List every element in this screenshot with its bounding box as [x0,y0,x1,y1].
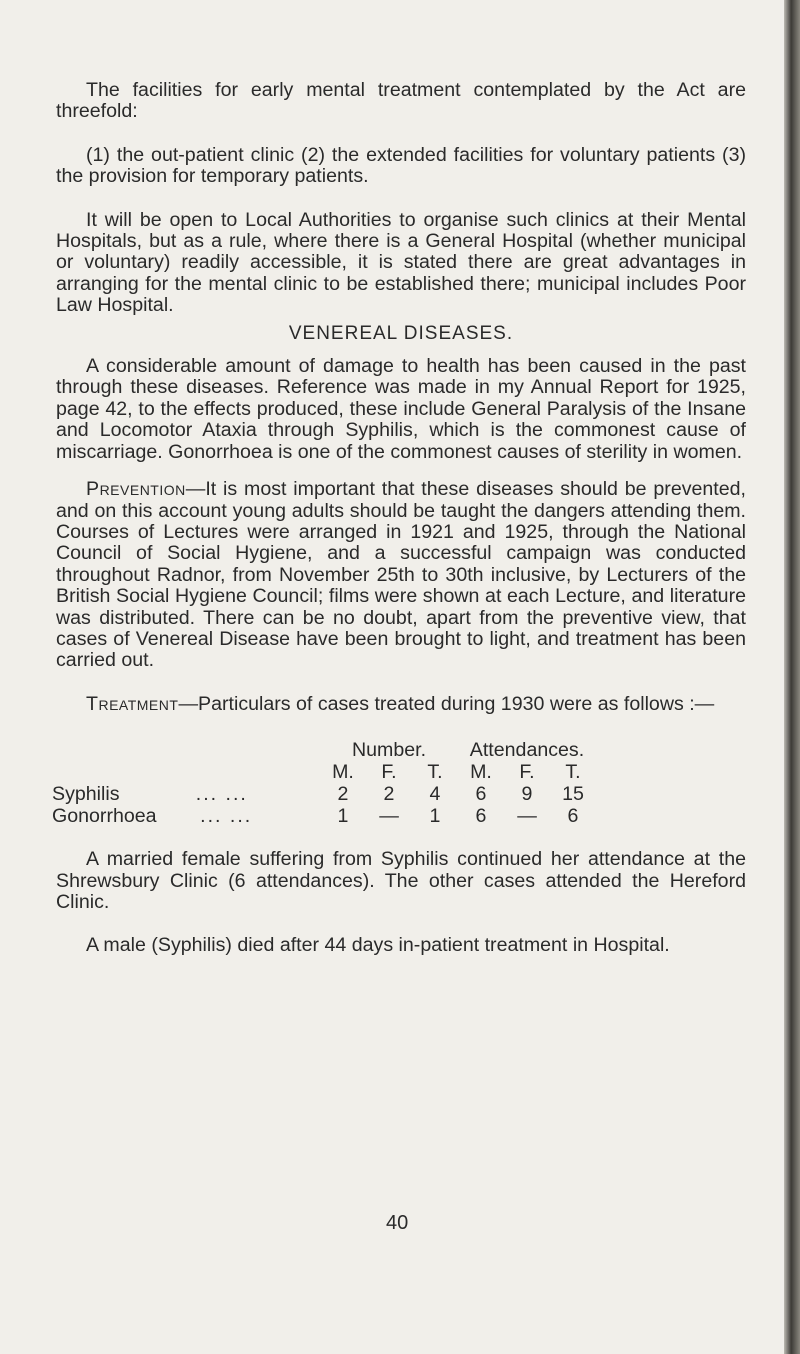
column-header: M. [332,761,354,784]
row-label-syphilis: Syphilis [52,783,120,806]
male-paragraph: A male (Syphilis) died after 44 days in-patient treatment in Hospital. [86,934,670,957]
table-cell: 6 [567,805,579,828]
table-row [52,805,596,827]
column-header: F. [381,761,397,784]
document-page [52,79,746,957]
table-cell: — [517,805,537,828]
treatment-label: Treatment [86,692,179,715]
local-authorities-paragraph: It will be open to Local Authorities to organise such clinics at their Mental Hospitals, but as a rule, where there is a General Hospital (whether municipal or voluntary) readily accessible, it is stated there are great advantages in arranging for the mental clinic to be established there; municipal includes Poor Law Hospital. [56,208,746,317]
table-cell: 4 [429,783,441,806]
leader-dots: ... ... [195,783,248,806]
intro-paragraph: The facilities for early mental treatment contemplated by the Act are threefold: [56,79,746,123]
table-group-header-row [52,739,596,761]
treatment-text: —Particulars of cases treated during 1930 were as follows :— [178,692,715,715]
prevention-text: —It is most important that these diseases should be prevented, and on this account young adults should be taught the dangers attending them. Courses of Lectures were arranged in 1921 and 1925, through the National Council of Social Hygiene, and a successful campaign was conducted throughout Radnor, from November 25th to 30th inclusive, by Lecturers of the British Social Hygiene Council; films were shown at each Lecture, and literature was distributed. There can be no doubt, apart from the preventive view, that cases of Venereal Disease have been brought to light, and treatment has been carried out. [56,478,746,672]
cases-table [52,739,596,827]
row-label-gonorrhoea: Gonorrhoea [52,805,157,828]
section-heading: VENEREAL DISEASES. [288,322,514,344]
page-edge-shadow [784,0,800,1354]
column-header: T. [427,761,443,784]
column-header: T. [565,761,581,784]
table-cell: 6 [475,805,487,828]
table-row [52,783,596,805]
treatment-paragraph [56,694,746,715]
table-cell: 15 [562,783,584,806]
table-cell: 1 [337,805,349,828]
page-number: 40 [386,1212,409,1234]
prevention-paragraph [56,479,746,672]
table-column-header-row [52,761,596,783]
table-cell: 2 [337,783,349,806]
married-female-paragraph: A married female suffering from Syphilis continued her attendance at the Shrewsbury Clinic (6 attendances). The other cases attended the Hereford Clinic. [56,848,746,913]
table-cell: — [379,805,399,828]
attendances-group-header: Attendances. [469,739,585,762]
table-cell: 9 [521,783,533,806]
table-cell: 6 [475,783,487,806]
number-group-header: Number. [351,739,427,762]
column-header: M. [470,761,492,784]
table-cell: 1 [429,805,441,828]
facilities-list: (1) the out-patient clinic (2) the extended facilities for voluntary patients (3) the provision for temporary patients. [56,143,746,188]
table-cell: 2 [383,783,395,806]
column-header: F. [519,761,535,784]
damage-paragraph: A considerable amount of damage to health has been caused in the past through these diseases. Reference was made in my Annual Report for 1925, page 42, to the effects produced, these include General Paralysis of the Insane and Locomotor Ataxia through Syphilis, which is the commonest cause of miscarriage. Gonorrhoea is one of the commonest causes of sterility in women. [56,355,746,463]
leader-dots: ... ... [200,805,253,828]
prevention-label: Prevention [86,478,186,501]
